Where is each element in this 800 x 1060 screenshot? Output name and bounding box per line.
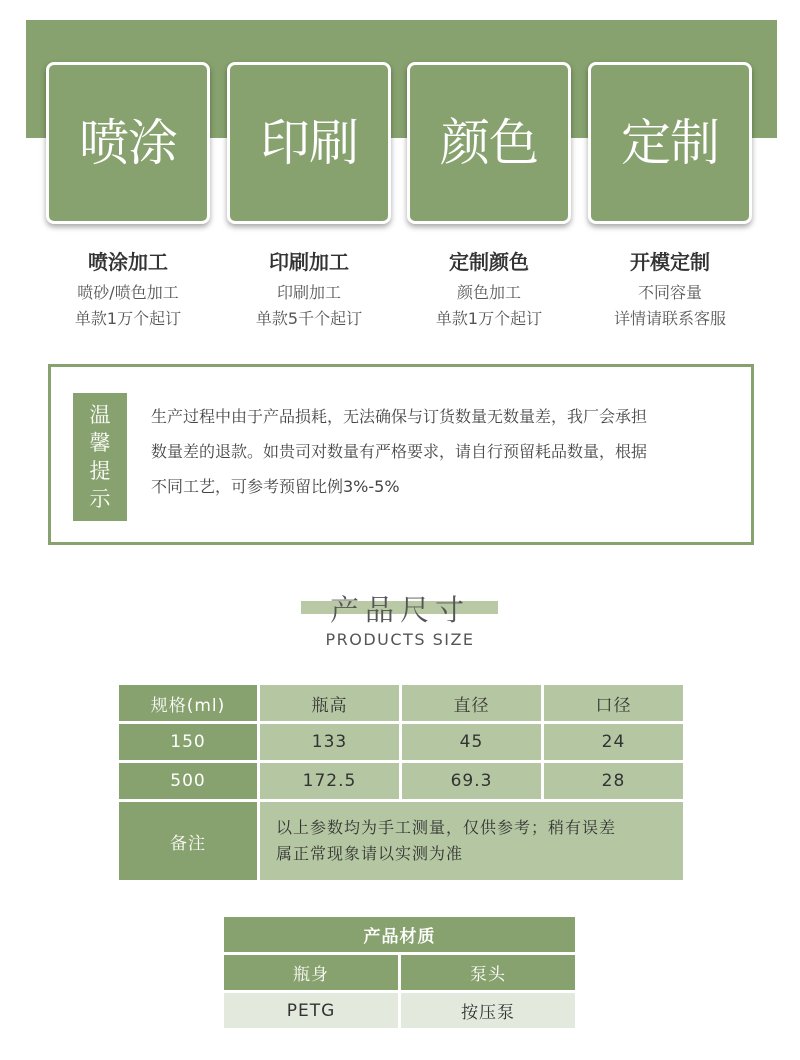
card-spray-label: 喷涂 (79, 114, 177, 172)
card-spray (46, 62, 210, 224)
material-value-cell: 按压泵 (401, 993, 575, 1028)
spec-header-cell: 规格(ml) (119, 685, 257, 721)
size-title: 产品尺寸 (329, 593, 470, 627)
feature-line: 颜色加工 (456, 283, 521, 302)
spec-note-line: 以上参数均为手工测量，仅供参考；稍有误差 (276, 818, 617, 837)
card-custom (588, 62, 752, 224)
spec-cell: 28 (544, 763, 683, 799)
feature-title: 定制颜色 (449, 250, 529, 274)
feature-print (219, 244, 399, 332)
notice-box (48, 364, 754, 545)
spec-header-row (119, 685, 683, 721)
material-header-cell: 瓶身 (224, 955, 398, 990)
spec-cell: 172.5 (260, 763, 399, 799)
spec-cell: 133 (260, 724, 399, 760)
material-header-cell: 泵头 (401, 955, 575, 990)
card-color-label: 颜色 (440, 114, 538, 172)
spec-note-row (119, 802, 683, 880)
notice-label-char: 示 (89, 487, 111, 511)
material-title: 产品材质 (224, 917, 575, 952)
notice-line: 生产过程中由于产品损耗，无法确保与订货数量无数量差，我厂会承担 (151, 407, 648, 426)
material-table (221, 914, 578, 1031)
table-row (119, 724, 683, 760)
spec-cell: 45 (402, 724, 541, 760)
table-row (119, 763, 683, 799)
spec-cell: 150 (119, 724, 257, 760)
feature-title: 喷涂加工 (88, 250, 168, 274)
spec-table (116, 682, 686, 883)
spec-header-cell: 口径 (544, 685, 683, 721)
feature-line: 印刷加工 (276, 283, 341, 302)
card-custom-label: 定制 (621, 114, 719, 172)
material-title-row (224, 917, 575, 952)
spec-cell: 500 (119, 763, 257, 799)
spec-cell: 24 (544, 724, 683, 760)
feature-line: 详情请联系客服 (613, 309, 726, 328)
material-value-cell: PETG (224, 993, 398, 1028)
feature-custom (580, 244, 760, 332)
feature-line: 单款1万个起订 (74, 309, 182, 328)
notice-text (151, 399, 741, 504)
spec-header-cell: 瓶高 (260, 685, 399, 721)
feature-title: 印刷加工 (269, 250, 349, 274)
size-subtitle: PRODUCTS SIZE (325, 630, 475, 649)
notice-line: 不同工艺，可参考预留比例3%-5% (151, 477, 400, 496)
feature-line: 单款5千个起订 (255, 309, 363, 328)
card-print (227, 62, 391, 224)
card-print-label: 印刷 (260, 114, 358, 172)
feature-color (399, 244, 579, 332)
notice-label-char: 馨 (89, 431, 111, 455)
notice-label (73, 393, 127, 521)
feature-line: 喷砂/喷色加工 (77, 283, 179, 302)
notice-line: 数量差的退款。如贵司对数量有严格要求，请自行预留耗品数量，根据 (151, 442, 648, 461)
feature-line: 单款1万个起订 (435, 309, 543, 328)
table-row (224, 993, 575, 1028)
card-color (407, 62, 571, 224)
feature-line: 不同容量 (637, 283, 702, 302)
feature-spray (38, 244, 218, 332)
spec-note-line: 属正常现象请以实测为准 (276, 844, 464, 863)
feature-title: 开模定制 (630, 250, 710, 274)
notice-label-char: 温 (89, 403, 111, 427)
spec-note-text (260, 802, 683, 880)
spec-header-cell: 直径 (402, 685, 541, 721)
notice-label-char: 提 (89, 459, 111, 483)
material-header-row (224, 955, 575, 990)
spec-note-label: 备注 (119, 802, 257, 880)
spec-cell: 69.3 (402, 763, 541, 799)
